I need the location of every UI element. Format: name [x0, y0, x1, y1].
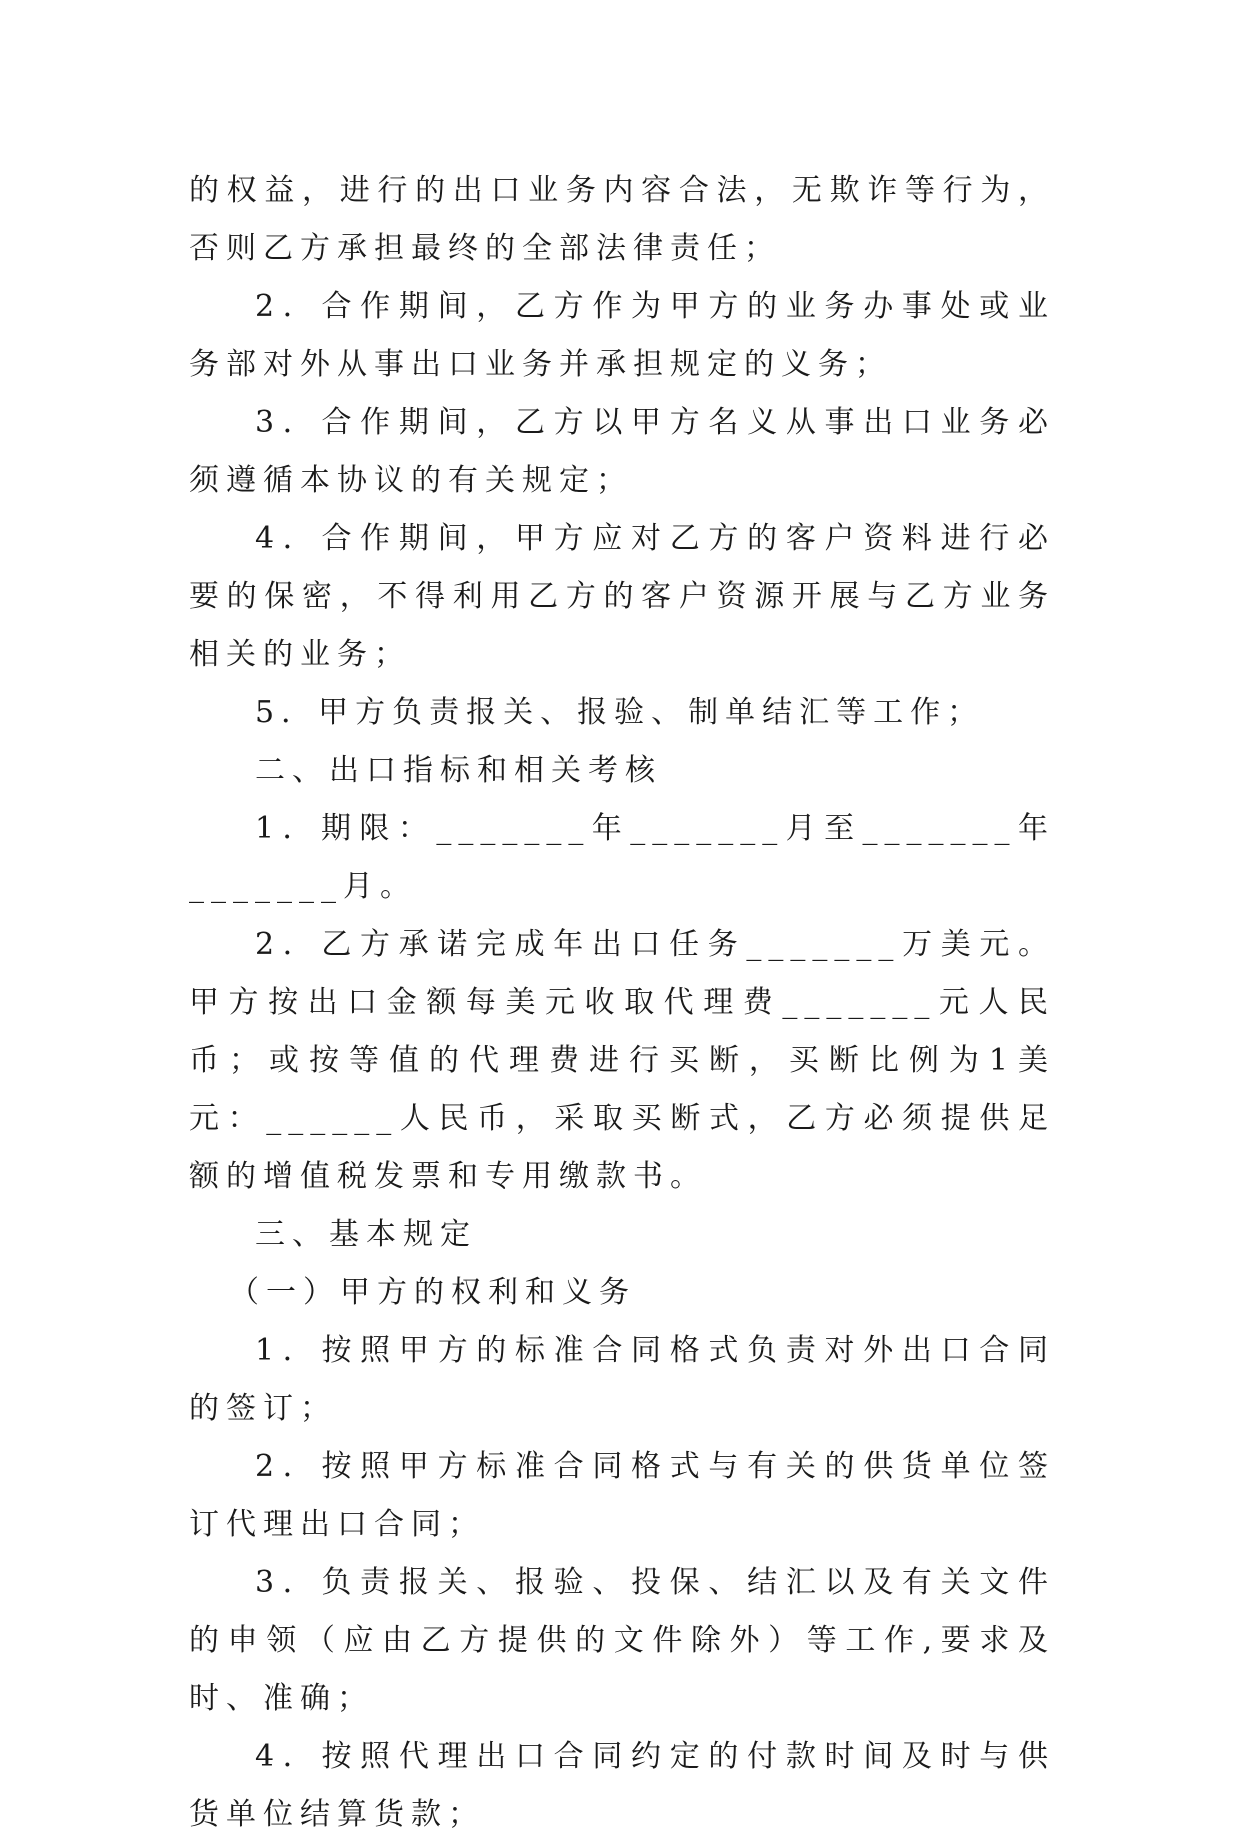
- clause-3-cooperation: 3．合作期间，乙方以甲方名义从事出口业务必须遵循本协议的有关规定；: [189, 405, 1055, 498]
- party-a-duty-1: 1．按照甲方的标准合同格式负责对外出口合同的签订；: [189, 1333, 1055, 1426]
- section-heading-3: 三、基本规定: [255, 1217, 477, 1252]
- section-heading-2: 二、出口指标和相关考核: [255, 753, 662, 788]
- subsection-heading-party-a: （一）甲方的权利和义务: [229, 1275, 636, 1310]
- clause-4-confidentiality: 4．合作期间，甲方应对乙方的客户资料进行必要的保密，不得利用乙方的客户资源开展与乙方业务相关的业务；: [189, 521, 1055, 672]
- party-a-duty-3: 3．负责报关、报验、投保、结汇以及有关文件的申领（应由乙方提供的文件除外）等工作,要求及时、准确；: [189, 1565, 1055, 1716]
- party-a-duty-2: 2．按照甲方标准合同格式与有关的供货单位签订代理出口合同；: [189, 1449, 1055, 1542]
- party-a-duty-4: 4．按照代理出口合同约定的付款时间及时与供货单位结算货款；: [189, 1739, 1055, 1832]
- clause-2-cooperation: 2．合作期间，乙方作为甲方的业务办事处或业务部对外从事出口业务并承担规定的义务；: [189, 289, 1055, 382]
- clause-5-customs: 5．甲方负责报关、报验、制单结汇等工作；: [255, 695, 985, 730]
- clause-export-target: 2．乙方承诺完成年出口任务_______万美元。甲方按出口金额每美元收取代理费_______元人民币；或按等值的代理费进行买断，买断比例为1美元：______人民币，采取买断式，乙方必须提供足额的增值税发票和专用缴款书。: [189, 927, 1055, 1194]
- clause-term: 1．期限：_______年_______月至_______年_______月。: [189, 811, 1055, 904]
- paragraph-continuation: 的权益，进行的出口业务内容合法，无欺诈等行为，否则乙方承担最终的全部法律责任；: [189, 173, 1055, 266]
- contract-text: [189, 162, 1055, 1844]
